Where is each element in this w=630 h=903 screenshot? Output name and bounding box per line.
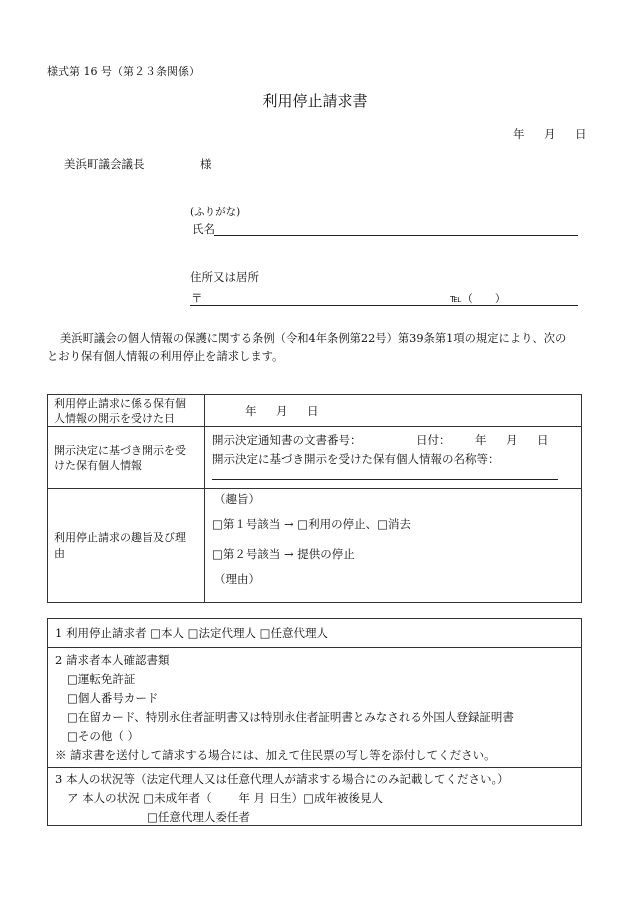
principal-status-heading: 3 本人の状況等（法定代理人又は任意代理人が請求する場合にのみ記載してください。）	[55, 772, 509, 786]
id-doc-item[interactable]: □在留カード、特別永住者証明書又は特別永住者証明書とみなされる外国人登録証明書	[67, 710, 514, 724]
purpose-label: 利用停止請求の趣旨及び理 由	[48, 489, 205, 603]
date-label: 日付：	[416, 433, 451, 447]
disclosed-info-label: 開示決定に基づき開示を受 けた保有個人情報	[48, 427, 205, 489]
section-divider	[48, 767, 581, 768]
form-number: 様式第 16 号（第２３条関係）	[47, 65, 200, 78]
intro-line-1: 美浜町議会の個人情報の保護に関する条例（令和4年条例第22号）第39条第1項の規定により、次の	[60, 332, 567, 345]
principal-status-line-2[interactable]: □任意代理人委任者	[147, 810, 250, 824]
honorific: 様	[200, 157, 212, 171]
name-label: 氏名	[192, 222, 215, 236]
option-1[interactable]: □第１号該当 → □利用の停止、□消去	[212, 517, 412, 531]
disclosed-info-field[interactable]	[205, 427, 582, 489]
purpose-field[interactable]	[205, 489, 582, 603]
id-documents-note: ※ 請求書を送付して請求する場合には、加えて住民票の写し等を添付してください。	[55, 748, 496, 762]
id-doc-item[interactable]: □運転免許証	[67, 672, 136, 686]
disclosure-date-label: 利用停止請求に係る保有個 人情報の開示を受けた日	[48, 395, 205, 427]
id-doc-item[interactable]: □個人番号カード	[67, 691, 159, 705]
doc-number-label: 開示決定通知書の文書番号：	[212, 433, 362, 447]
name-underline	[214, 235, 578, 236]
id-documents-heading: 2 請求者本人確認書類	[55, 653, 170, 667]
requester-type-line[interactable]: 1 利用停止請求者 □本人 □法定代理人 □任意代理人	[55, 626, 329, 640]
principal-status-line-1[interactable]: ア 本人の状況 □未成年者（ 年 月 日生）□成年被後見人	[67, 791, 384, 805]
id-doc-item[interactable]: □その他（ ）	[67, 729, 140, 743]
table-row	[48, 427, 582, 489]
request-details-table	[47, 394, 582, 603]
requester-info-block	[47, 618, 582, 826]
section-divider	[48, 647, 581, 648]
date-value: 年 月 日	[475, 433, 553, 447]
intro-line-2: とおり保有個人情報の利用停止を請求します。	[47, 350, 284, 363]
info-name-label: 開示決定に基づき開示を受けた保有個人情報の名称等：	[212, 452, 500, 466]
furigana-label: (ふりがな)	[190, 206, 241, 218]
address-label: 住所又は居所	[190, 270, 259, 284]
info-name-underline	[212, 479, 558, 480]
table-row	[48, 489, 582, 603]
postal-mark: 〒	[191, 291, 203, 305]
addressee: 美浜町議会議長	[64, 157, 145, 171]
address-underline	[190, 305, 578, 306]
option-2[interactable]: □第２号該当 → 提供の停止	[212, 547, 355, 561]
date-line: 年 月 日	[513, 127, 591, 141]
document-title: 利用停止請求書	[262, 92, 368, 110]
purpose-heading: （趣旨）	[214, 492, 260, 506]
reason-heading: （理由）	[214, 572, 260, 586]
table-row	[48, 395, 582, 427]
tel-label: ℡（ ）	[450, 292, 506, 305]
disclosure-date-value[interactable]: 年 月 日	[205, 395, 582, 427]
